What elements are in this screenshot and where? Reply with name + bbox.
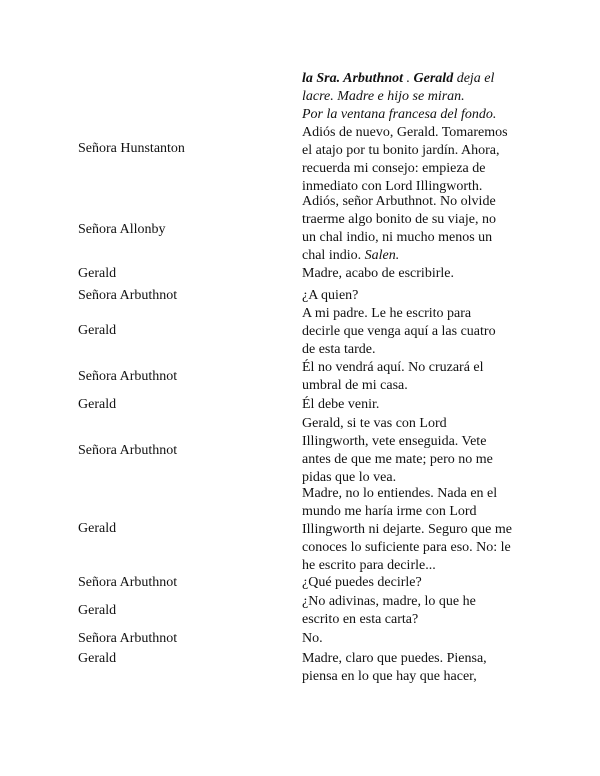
speech-text	[302, 574, 534, 592]
speech-line: No.	[302, 631, 323, 646]
speaker-name: Señora Arbuthnot	[78, 443, 178, 458]
speech-line: Gerald, si te vas con Lord	[302, 416, 447, 431]
speech-text	[302, 265, 534, 283]
speaker-name: Señora Arbuthnot	[78, 575, 178, 590]
stage-direction-line-1	[302, 70, 542, 88]
stage-text: deja el	[453, 71, 495, 86]
speech-line: inmediato con Lord Illingworth.	[302, 179, 483, 194]
speaker-name: Señora Allonby	[78, 222, 166, 237]
speaker-name: Señora Hunstanton	[78, 141, 185, 156]
speaker-name: Gerald	[78, 266, 117, 281]
inline-stage-direction: Salen.	[364, 248, 400, 263]
stage-separator: .	[403, 71, 414, 86]
speech-text	[302, 396, 534, 414]
speaker-name: Señora Arbuthnot	[78, 288, 178, 303]
speech-line: Madre, acabo de escribirle.	[302, 266, 454, 281]
speech-fragment: chal indio.	[302, 248, 362, 263]
speech-line: Illingworth ni dejarte. Seguro que me	[302, 522, 512, 537]
speech-line: Adiós de nuevo, Gerald. Tomaremos	[302, 125, 508, 140]
speech-line: Él no vendrá aquí. No cruzará el	[302, 360, 484, 375]
speech-text	[302, 630, 534, 648]
stage-name-gerald: Gerald	[413, 71, 454, 86]
speech-line: de esta tarde.	[302, 342, 376, 357]
stage-direction-line-2: lacre. Madre e hijo se miran.	[302, 89, 465, 104]
speech-line: traerme algo bonito de su viaje, no	[302, 212, 496, 227]
speech-text	[302, 106, 534, 196]
speech-line: Él debe venir.	[302, 397, 380, 412]
speech-text	[302, 305, 534, 359]
speech-line: mundo me haría irme con Lord	[302, 504, 477, 519]
speech-line	[302, 247, 534, 265]
speech-line: Illingworth, vete enseguida. Vete	[302, 434, 487, 449]
speech-text	[302, 593, 534, 629]
speech-line: escrito en esta carta?	[302, 612, 419, 627]
speech-text	[302, 485, 534, 575]
speech-line: decirle que venga aquí a las cuatro	[302, 324, 496, 339]
speech-line: antes de que me mate; pero no me	[302, 452, 493, 467]
stage-name-arbuthnot: la Sra. Arbuthnot	[302, 71, 404, 86]
speech-text	[302, 650, 534, 686]
stage-direction-line: Por la ventana francesa del fondo.	[302, 107, 497, 122]
speaker-name: Gerald	[78, 651, 117, 666]
speech-line: conoces lo suficiente para eso. No: le	[302, 540, 511, 555]
speech-line: Madre, claro que puedes. Piensa,	[302, 651, 487, 666]
speech-line: A mi padre. Le he escrito para	[302, 306, 472, 321]
speech-line: umbral de mi casa.	[302, 378, 408, 393]
speaker-name: Gerald	[78, 323, 117, 338]
speech-line: ¿Qué puedes decirle?	[302, 575, 422, 590]
speech-text	[302, 287, 534, 305]
speech-line: pidas que lo vea.	[302, 470, 397, 485]
speech-line: ¿A quien?	[302, 288, 359, 303]
speech-text	[302, 359, 534, 395]
speech-line: un chal indio, ni mucho menos un	[302, 230, 493, 245]
speaker-name: Gerald	[78, 603, 117, 618]
speech-line: piensa en lo que hay que hacer,	[302, 669, 477, 684]
speech-text	[302, 193, 534, 265]
speech-line: ¿No adivinas, madre, lo que he	[302, 594, 476, 609]
speech-line: he escrito para decirle...	[302, 558, 436, 573]
stage-direction	[302, 70, 542, 106]
speech-line: Adiós, señor Arbuthnot. No olvide	[302, 194, 496, 209]
speech-line: el atajo por tu bonito jardín. Ahora,	[302, 143, 500, 158]
speaker-name: Gerald	[78, 397, 117, 412]
speech-line: Madre, no lo entiendes. Nada en el	[302, 486, 498, 501]
speaker-name: Señora Arbuthnot	[78, 631, 178, 646]
speech-text	[302, 415, 534, 487]
speaker-name: Gerald	[78, 521, 117, 536]
speech-line: recuerda mi consejo: empieza de	[302, 161, 486, 176]
speaker-name: Señora Arbuthnot	[78, 369, 178, 384]
